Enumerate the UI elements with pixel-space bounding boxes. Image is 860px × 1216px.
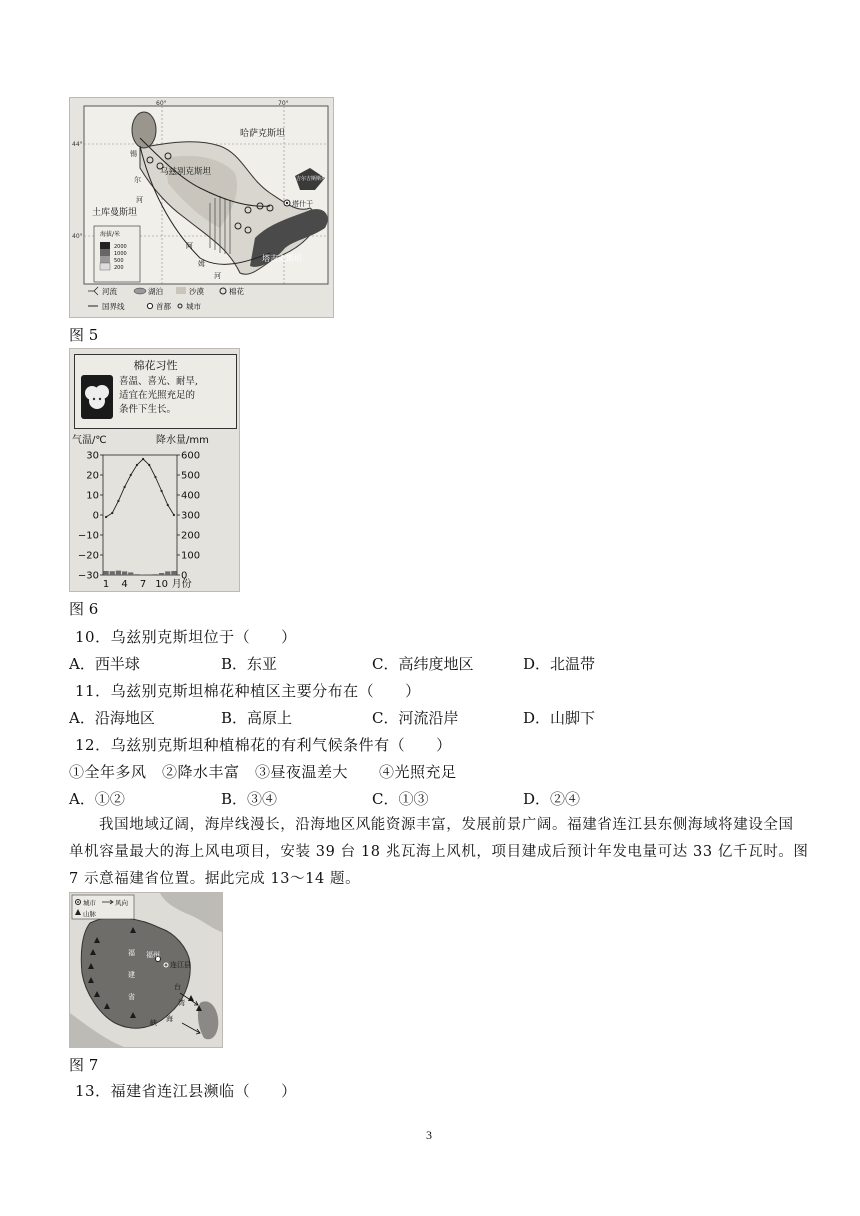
precip-bar [110,571,115,575]
temperature-point [105,516,107,518]
temp-axis-label: 气温/℃ [72,435,107,446]
q10-option-c[interactable]: C．高纬度地区 [372,655,474,673]
river-char: 锡 [130,150,137,158]
temperature-point [117,500,119,502]
figure-6-climate [69,348,240,592]
cotton-habit-line: 适宜在光照充足的 [119,390,196,401]
river-char: 阿 [186,242,193,250]
strait-char: 湾 [178,999,185,1007]
kazakhstan-label: 哈萨克斯坦 [240,129,286,139]
passage-line: 7 示意福建省位置。据此完成 13～14 题。 [69,871,361,887]
fujian-char: 福 [128,949,135,957]
temp-tick-label: 0 [92,510,99,522]
fujian-char: 省 [128,993,135,1001]
temperature-point [167,504,169,506]
temperature-point [142,458,144,460]
river-char: 河 [214,272,221,280]
strait-char: 台 [174,983,181,991]
figure-5-map [69,97,334,318]
legend-desert: 沙漠 [189,287,204,296]
q10-option-d[interactable]: D．北温带 [523,655,596,673]
elevation-level: 200 [114,265,124,271]
legend-lake: 湖泊 [148,287,163,296]
temperature-point [154,476,156,478]
strait-char: 峡 [150,1019,157,1027]
tajikistan-label: 塔吉克斯坦 [262,254,302,263]
q11-option-c[interactable]: C．河流沿岸 [372,709,459,727]
fujian-char: 建 [128,971,135,979]
river-char: 河 [136,196,143,204]
passage [69,812,809,893]
precip-bar [116,571,121,575]
temp-tick-label: 10 [86,490,99,502]
temperature-point [111,512,113,514]
legend-river: 河流 [102,287,117,296]
question-13-stem: 13．福建省连江县濒临（ ） [75,1082,297,1100]
legend-wind: 风向 [115,899,128,907]
q12-option-b[interactable]: B．③④ [221,790,278,808]
figure-7-map [69,892,223,1048]
q12-option-c[interactable]: C．①③ [372,790,429,808]
precip-tick-label: 200 [181,530,201,542]
q10-option-a[interactable]: A．西半球 [69,655,140,673]
plot-frame [103,455,177,575]
precip-bar [159,573,164,575]
precip-bar [153,574,158,575]
cotton-habit-box [74,354,237,429]
temperature-point [160,490,162,492]
precip-tick-label: 0 [181,570,188,582]
precip-bar [103,571,108,575]
q10-option-b[interactable]: B．东亚 [221,655,278,673]
precip-tick-label: 600 [181,450,201,462]
lon-60-label: 60° [156,100,167,107]
q12-option-d[interactable]: D．②④ [523,790,581,808]
precip-bar [128,572,133,575]
cotton-habit-title: 棉花习性 [133,359,178,372]
elevation-level: 2000 [114,244,127,250]
elevation-level: 1000 [114,251,127,257]
q12-option-a[interactable]: A．①② [69,790,125,808]
precip-bar [165,571,170,575]
tashkent-label: 塔什干 [292,200,313,208]
precip-tick-label: 500 [181,470,201,482]
strait-char: 海 [166,1015,173,1023]
precip-bar [147,574,152,575]
temperature-point [123,486,125,488]
question-10-stem: 10．乌兹别克斯坦位于（ ） [75,628,297,646]
lianjiang-label: 连江县 [170,961,191,969]
precip-axis-label: 降水量/mm [156,435,209,446]
elevation-level: 500 [114,258,124,264]
temperature-line [106,459,174,517]
legend-city: 城市 [83,899,96,907]
river-char: 姆 [198,260,205,268]
temp-tick-label: −20 [77,550,99,562]
figure-6-caption: 图 6 [69,600,99,618]
legend-mountain: 山脉 [83,910,96,918]
question-12-statements: ①全年多风 ②降水丰富 ③昼夜温差大 ④光照充足 [69,763,457,781]
fuzhou-label: 福州 [146,951,160,959]
figure-5-caption: 图 5 [69,326,99,344]
q11-option-d[interactable]: D．山脚下 [523,709,596,727]
temperature-point [136,464,138,466]
precip-bar [171,571,176,575]
month-tick-label: 7 [139,579,147,590]
temp-tick-label: 20 [86,470,99,482]
question-11-stem: 11．乌兹别克斯坦棉花种植区主要分布在（ ） [75,682,421,700]
temperature-point [130,474,132,476]
river-char: 尔 [134,176,141,184]
cotton-habit-line: 喜温、喜光、耐旱, [119,376,199,387]
month-tick-label: 10 [155,579,168,590]
precip-bar [134,574,139,575]
lat-44-label: 44° [72,141,83,148]
passage-line: 单机容量最大的海上风电项目，安装 39 台 18 兆瓦海上风机，项目建成后预计年发电量可达 33 亿千瓦时。图 [69,844,809,860]
legend-capital: 首都 [156,302,171,311]
q11-option-a[interactable]: A．沿海地区 [69,709,155,727]
legend-cotton: 棉花 [229,287,244,296]
question-12-stem: 12．乌兹别克斯坦种植棉花的有利气候条件有（ ） [75,736,452,754]
temp-tick-label: −30 [77,570,99,582]
lat-40-label: 40° [72,233,83,240]
month-tick-label: 1 [102,579,110,590]
passage-line: 我国地域辽阔，海岸线漫长，沿海地区风能资源丰富，发展前景广阔。福建省连江县东侧海域将建设全国 [99,817,794,833]
cotton-habit-line: 条件下生长。 [119,404,177,415]
temperature-point [148,464,150,466]
figure-7-caption: 图 7 [69,1056,99,1074]
turkmenistan-label: 土库曼斯坦 [92,208,138,218]
temperature-point [173,514,175,516]
precip-tick-label: 300 [181,510,201,522]
precip-bar [122,571,127,575]
temp-tick-label: 30 [86,450,99,462]
precip-tick-label: 100 [181,550,201,562]
legend-city: 城市 [186,302,201,311]
cotton-icon [81,375,113,419]
lon-70-label: 70° [278,100,289,107]
q11-option-b[interactable]: B．高原上 [221,709,293,727]
elevation-title: 海拔/米 [100,231,121,238]
temp-tick-label: −10 [77,530,99,542]
precip-tick-label: 400 [181,490,201,502]
legend-border: 国界线 [102,302,125,311]
kyrgyzstan-label: 吉尔吉斯斯坦 [296,176,327,182]
month-tick-label: 4 [121,579,128,590]
uzbekistan-label: 乌兹别克斯坦 [160,167,212,177]
climate-chart [70,431,240,591]
month-axis-label: 月份 [171,579,192,590]
page-number: 3 [426,1128,432,1142]
